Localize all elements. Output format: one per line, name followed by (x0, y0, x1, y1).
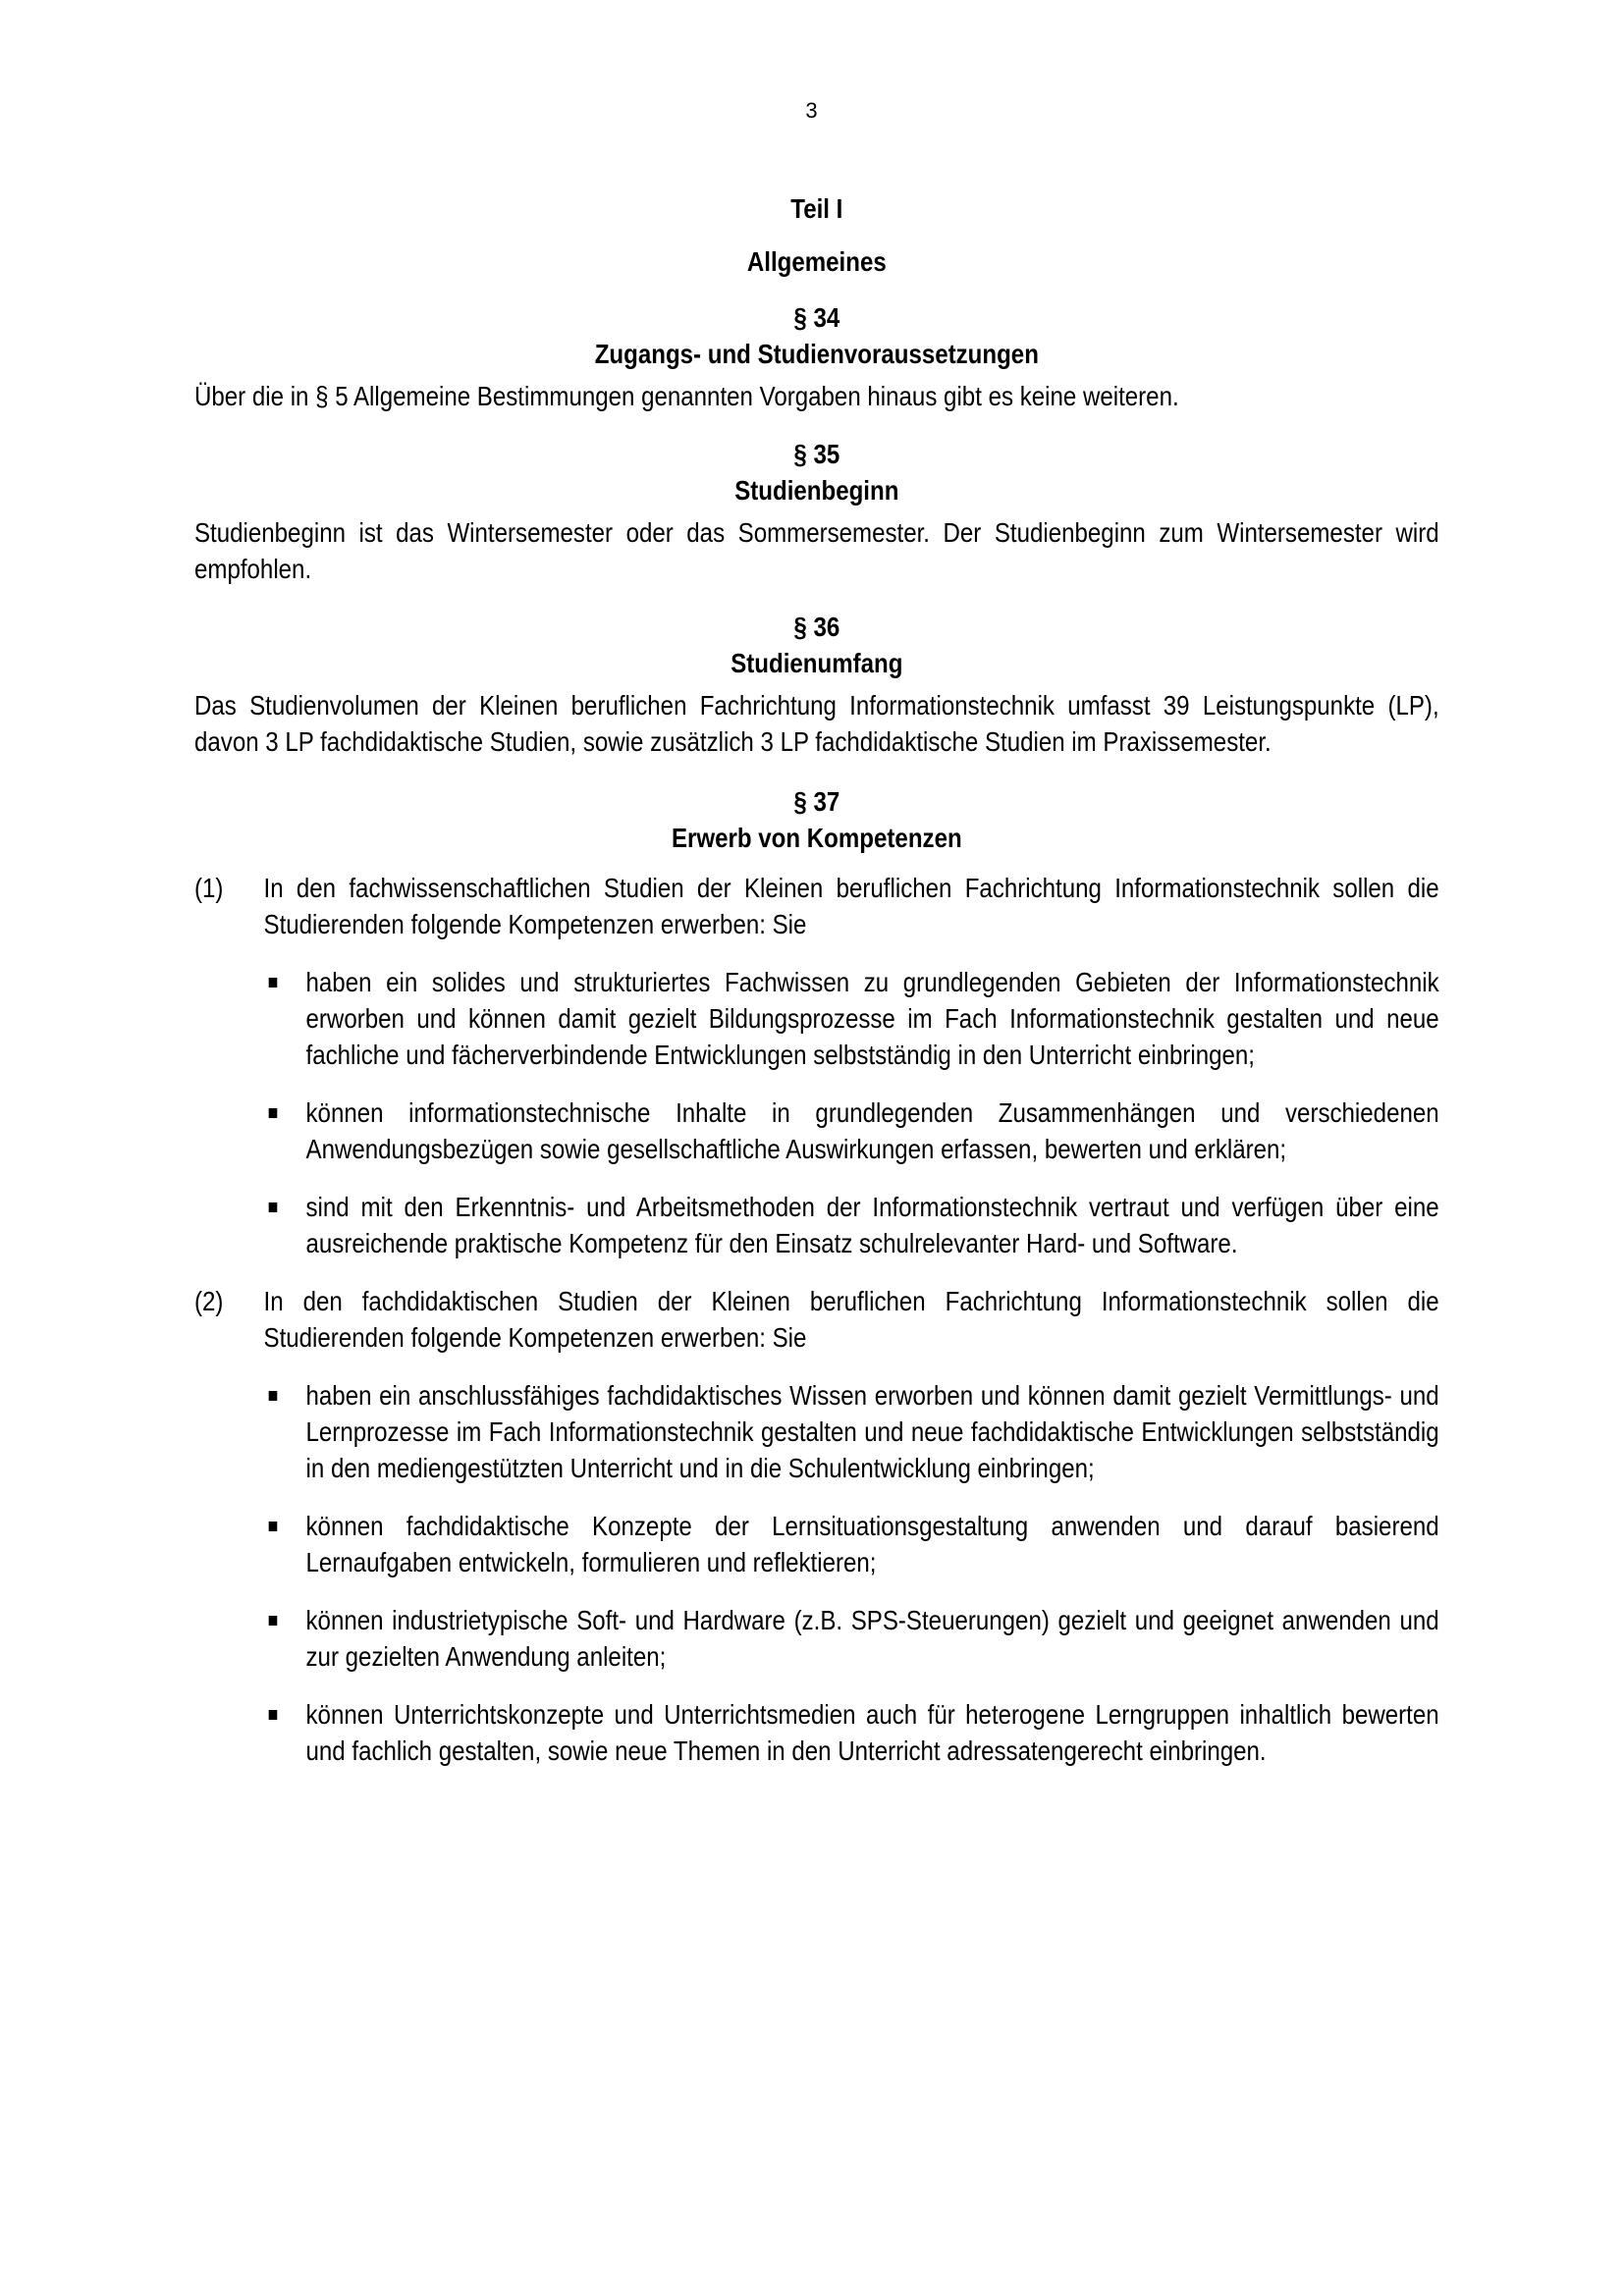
section-text: Das Studienvolumen der Kleinen beruflichen Fachrichtung Informationstechnik umfasst 39 Leistungspunkte (LP), davon 3 LP fachdidaktische Studien, sowie zusätzlich 3 LP fachdidaktische Studien im Praxissemester. (194, 690, 1439, 757)
text-body (194, 190, 1439, 1769)
bullet-list (264, 964, 1439, 1261)
section-34 (194, 299, 1439, 414)
numbered-item (194, 1283, 1439, 1356)
page-content (194, 190, 1439, 1790)
numbered-item (194, 870, 1439, 942)
section-number: § 37 (793, 786, 840, 817)
list-item (264, 1095, 1439, 1167)
bullet-text: haben ein solides und strukturiertes Fachwissen zu grundlegenden Gebieten der Informationstechnik erworben und können damit gezielt Bildungsprozesse im Fach Informationstechnik gestalten und neue fachliche und fächerverbindende Entwicklungen selbstständig in den Unterricht einbringen; (305, 967, 1439, 1070)
bullet-icon (264, 1602, 306, 1675)
list-item (264, 1189, 1439, 1261)
part-title: Teil I (790, 193, 843, 224)
bullet-text: können Unterrichtskonzepte und Unterrichtsmedien auch für heterogene Lerngruppen inhaltlich bewerten und fachlich gestalten, sowie neue Themen in den Unterricht adressatengerecht einbringen. (305, 1699, 1439, 1766)
bullet-icon (264, 1189, 306, 1261)
section-36 (194, 609, 1439, 760)
bullet-icon (264, 1696, 306, 1769)
list-item (264, 1696, 1439, 1769)
list-item (264, 964, 1439, 1073)
bullet-icon (264, 1095, 306, 1167)
list-item (264, 1602, 1439, 1675)
page-number: 3 (805, 98, 819, 123)
section-number: § 35 (793, 439, 840, 469)
section-number: § 34 (793, 302, 840, 333)
part-subtitle: Allgemeines (746, 246, 887, 277)
section-title: Studienumfang (731, 648, 903, 678)
item-text: In den fachwissenschaftlichen Studien der Kleinen beruflichen Fachrichtung Informationstechnik sollen die Studierenden folgende Kompetenzen erwerben: Sie (263, 873, 1439, 939)
bullet-icon (264, 1508, 306, 1580)
list-item (264, 1508, 1439, 1580)
bullet-list (264, 1377, 1439, 1769)
section-35 (194, 436, 1439, 587)
bullet-text: sind mit den Erkenntnis- und Arbeitsmethoden der Informationstechnik vertraut und verfügen über eine ausreichende praktische Kompetenz für den Einsatz schulrelevanter Hard- und Software. (305, 1192, 1439, 1258)
bullet-text: haben ein anschlussfähiges fachdidaktisches Wissen erworben und können damit gezielt Vermittlungs- und Lernprozesse im Fach Informationstechnik gestalten und neue fachdidaktische Entwicklungen selbstständig in den mediengestützten Unterricht und in die Schulentwicklung einbringen; (305, 1380, 1439, 1483)
section-text: Studienbeginn ist das Wintersemester oder das Sommersemester. Der Studienbeginn zum Wintersemester wird empfohlen. (194, 517, 1439, 584)
section-title: Zugangs- und Studienvoraussetzungen (594, 339, 1039, 369)
section-37 (194, 783, 1439, 1769)
list-item (264, 1377, 1439, 1486)
bullet-text: können industrietypische Soft- und Hardware (z.B. SPS-Steuerungen) gezielt und geeignet anwenden und zur gezielten Anwendung anleiten; (305, 1605, 1439, 1672)
bullet-icon (264, 964, 306, 1073)
section-text: Über die in § 5 Allgemeine Bestimmungen genannten Vorgaben hinaus gibt es keine weiteren. (194, 381, 1179, 411)
section-title: Studienbeginn (734, 475, 899, 506)
bullet-text: können fachdidaktische Konzepte der Lernsituationsgestaltung anwenden und darauf basierend Lernaufgaben entwickeln, formulieren und reflektieren; (305, 1511, 1439, 1577)
bullet-icon (264, 1377, 306, 1486)
item-text: In den fachdidaktischen Studien der Kleinen beruflichen Fachrichtung Informationstechnik sollen die Studierenden folgende Kompetenzen erwerben: Sie (263, 1286, 1439, 1353)
item-number: (2) (194, 1286, 224, 1316)
bullet-text: können informationstechnische Inhalte in grundlegenden Zusammenhängen und verschiedenen Anwendungsbezügen sowie gesellschaftliche Auswirkungen erfassen, bewerten und erklären; (305, 1097, 1439, 1164)
section-number: § 36 (793, 612, 840, 642)
item-number: (1) (194, 873, 224, 903)
section-title: Erwerb von Kompetenzen (671, 823, 962, 853)
